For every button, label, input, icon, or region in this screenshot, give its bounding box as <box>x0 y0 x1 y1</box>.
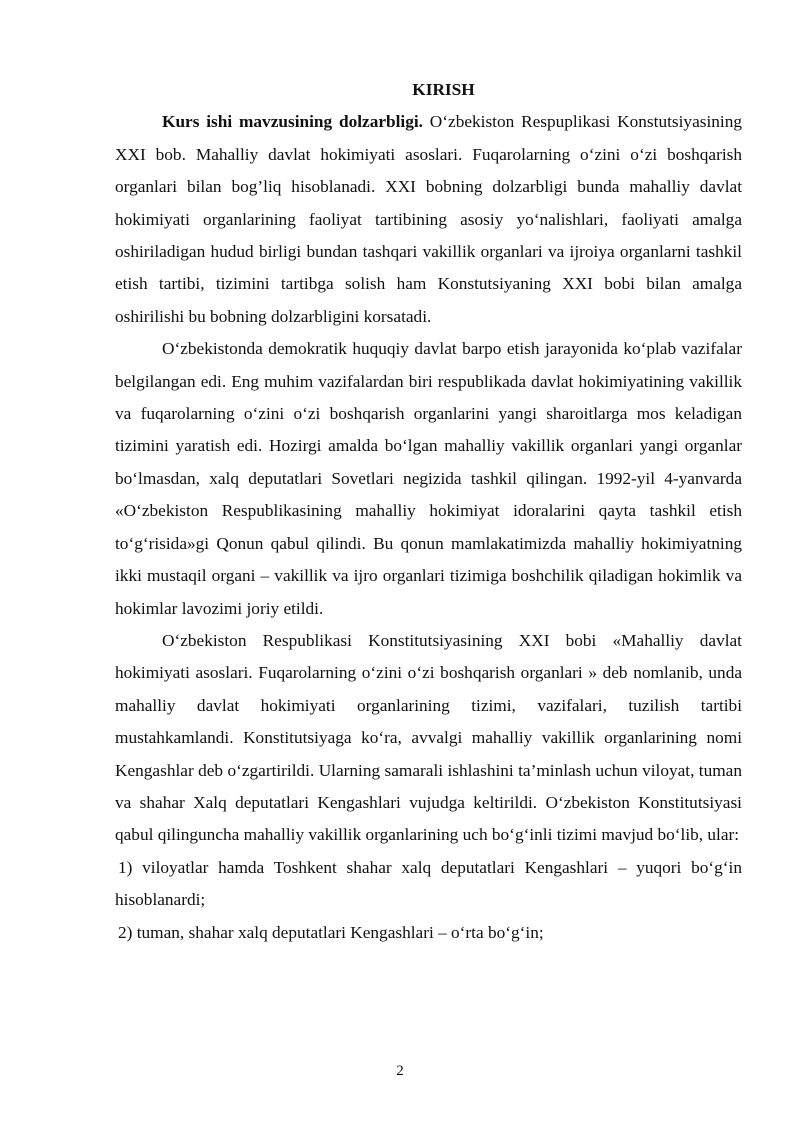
paragraph-democratic-state: O‘zbekistonda demokratik huquqiy davlat barpo etish jarayonida ko‘plab vazifalar belgilangan edi. Eng muhim vazifalardan biri respublikada davlat hokimiyatining vakillik va fuqarolarning o‘zini o‘zi boshqarish organlarini yangi sharoitlarga mos keladigan tizimini yaratish edi. Hozirgi amalda bo‘lgan mahalliy vakillik organlari yangi organlar bo‘lmasdan, xalq deputatlari Sovetlari negizida tashkil qilingan. 1992-yil 4-yanvarda «O‘zbekiston Respublikasining mahalliy hokimiyat idoralarini qayta tashkil etish to‘g‘risida»gi Qonun qabul qilindi. Bu qonun mamlakatimizda mahalliy hokimiyatning ikki mustaqil organi – vakillik va ijro organlari tizimiga boshchilik qiladigan hokimlik va hokimlar lavozimi joriy etildi. <box>115 339 742 618</box>
paragraph-relevance <box>115 106 742 333</box>
list-item-2: 2) tuman, shahar xalq deputatlari Kengashlari – o‘rta bo‘g‘in; <box>118 922 544 942</box>
list-item-1: 1) viloyatlar hamda Toshkent shahar xalq deputatlari Kengashlari – yuqori bo‘g‘in hisoblanardi; <box>115 857 742 910</box>
page-number: 2 <box>396 1063 404 1079</box>
paragraph-constitution: O‘zbekiston Respublikasi Konstitutsiyasining XXI bobi «Mahalliy davlat hokimiyati asoslari. Fuqarolarning o‘zini o‘zi boshqarish organlari » deb nomlanib, unda mahalliy davlat hokimiyati organlarining tizimi, vazifalari, tuzilish tartibi mustahkamlandi. Konstitutsiyaga ko‘ra, avvalgi mahalliy vakillik organlarining nomi Kengashlar deb o‘zgartirildi. Ularning samarali ishlashini ta’minlash uchun viloyat, tuman va shahar Xalq deputatlari Kengashlari vujudga keltirildi. O‘zbekiston Konstitutsiyasi qabul qilinguncha mahalliy vakillik organlarining uch bo‘g‘inli tizimi mavjud bo‘lib, ular: <box>115 630 742 845</box>
document-body <box>115 74 742 949</box>
paragraph-relevance-text: O‘zbekiston Respuplikasi Konstutsiyasining XXI bob. Mahalliy davlat hokimiyati asoslari. Fuqarolarning o‘zini o‘zi boshqarish organlari bilan bog’liq hisoblanadi. XXI bobning dolzarbligi bunda mahalliy davlat hokimiyati organlarining faoliyat tartibining asosiy yo‘nalishlari, faoliyati amalga oshiriladigan hudud birligi bundan tashqari vakillik organlari va ijroiya organlarni tashkil etish tartibi, tizimini tartibga solish ham Konstutsiyaning XXI bobi bilan amalga oshirilishi bu bobning dolzarbligini korsatadi. <box>115 112 742 326</box>
section-title: KIRISH <box>412 80 475 99</box>
paragraph-lead-heading: Kurs ishi mavzusining dolzarbligi. <box>162 112 423 132</box>
